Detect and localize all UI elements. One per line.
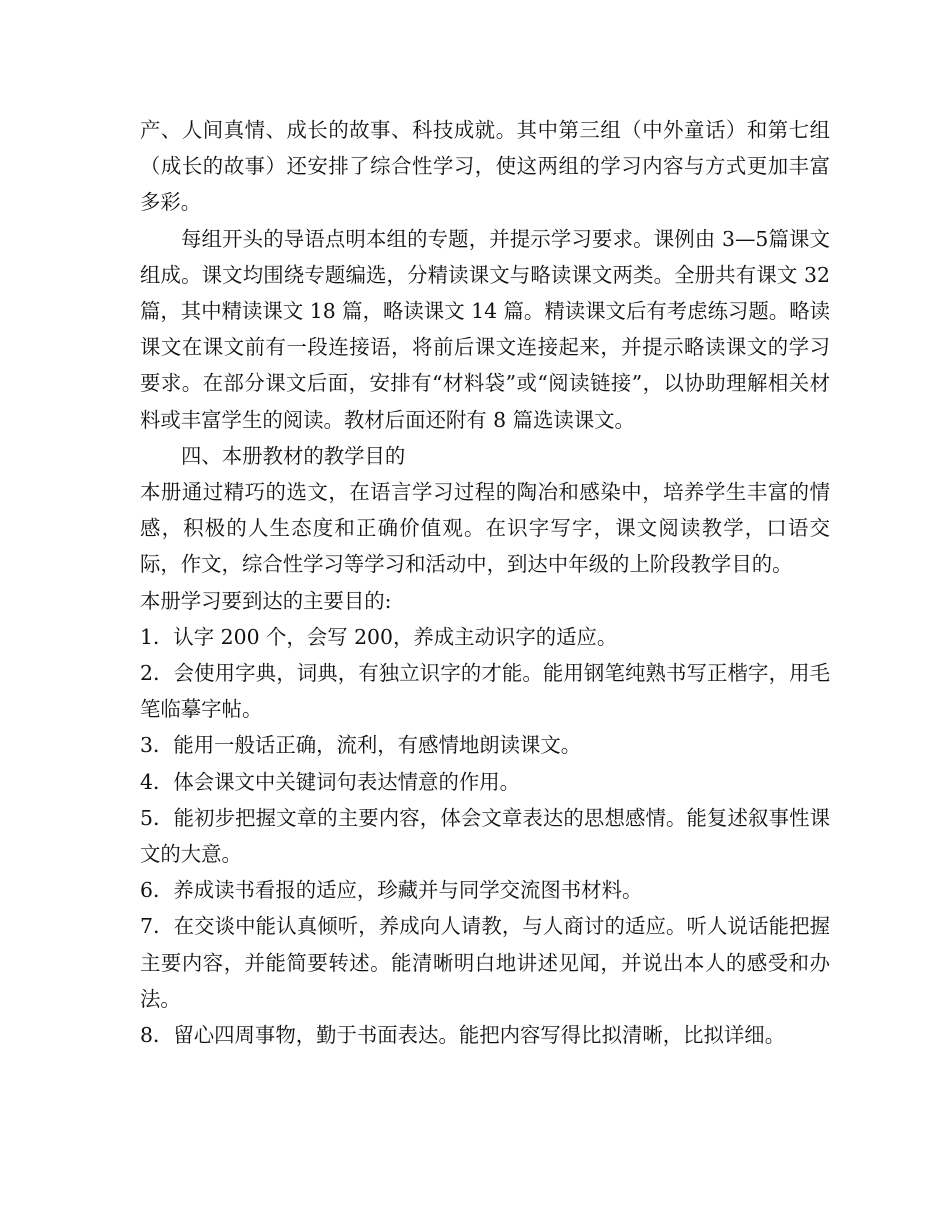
goal-item-3: 3．能用一般话正确，流利，有感情地朗读课文。 — [140, 733, 582, 758]
goal-item-6: 6．养成读书看报的适应，珍藏并与同学交流图书材料。 — [140, 878, 643, 903]
goal-item-5: 5．能初步把握文章的主要内容，体会文章表达的思想感情。能复述叙事性课文的大意。 — [140, 805, 830, 867]
goal-item-1: 1．认字 200 个，会写 200，养成主动识字的适应。 — [140, 624, 618, 649]
body-paragraph-continuation: 产、人间真情、成长的故事、科技成就。其中第三组（中外童话）和第七组（成长的故事）还安排了综合性学习，使这两组的学习内容与方式更加丰富多彩。 — [140, 118, 830, 215]
section-heading: 四、本册教材的教学目的 — [181, 443, 406, 468]
body-paragraph-lesson-structure: 每组开头的导语点明本组的专题，并提示学习要求。课例由 3—5篇课文组成。课文均围绕专题编选，分精读课文与略读课文两类。全册共有课文 32 篇，其中精读课文 18 篇，略读课文 14 篇。精读课文后有考虑练习题。略读课文在课文前有一段连接语，将前后课文连接起来，并提示略读课文的学习要求。在部分课文后面，安排有“材料袋”或“阅读链接”，以协助理解相关材料或丰富学生的阅读。教材后面还附有 8 篇选读课文。 — [140, 226, 830, 432]
document-page — [140, 112, 830, 1053]
goal-item-7: 7．在交谈中能认真倾听，养成向人请教，与人商讨的适应。听人说话能把握主要内容，并能简要转述。能清晰明白地讲述见闻，并说出本人的感受和办法。 — [140, 914, 830, 1011]
goal-item-4: 4．体会课文中关键词句表达情意的作用。 — [140, 769, 521, 794]
goal-item-2: 2．会使用字典，词典，有独立识字的才能。能用钢笔纯熟书写正楷字，用毛笔临摹字帖。 — [140, 661, 830, 722]
goals-lead: 本册学习要到达的主要目的: — [140, 588, 392, 613]
goal-item-8: 8．留心四周事物，勤于书面表达。能把内容写得比拟清晰，比拟详细。 — [140, 1023, 786, 1048]
body-paragraph-goals-intro: 本册通过精巧的选文，在语言学习过程的陶冶和感染中，培养学生丰富的情感，积极的人生态度和正确价值观。在识字写字，课文阅读教学，口语交际，作文，综合性学习等学习和活动中，到达中年级的上阶段教学目的。 — [140, 480, 830, 577]
